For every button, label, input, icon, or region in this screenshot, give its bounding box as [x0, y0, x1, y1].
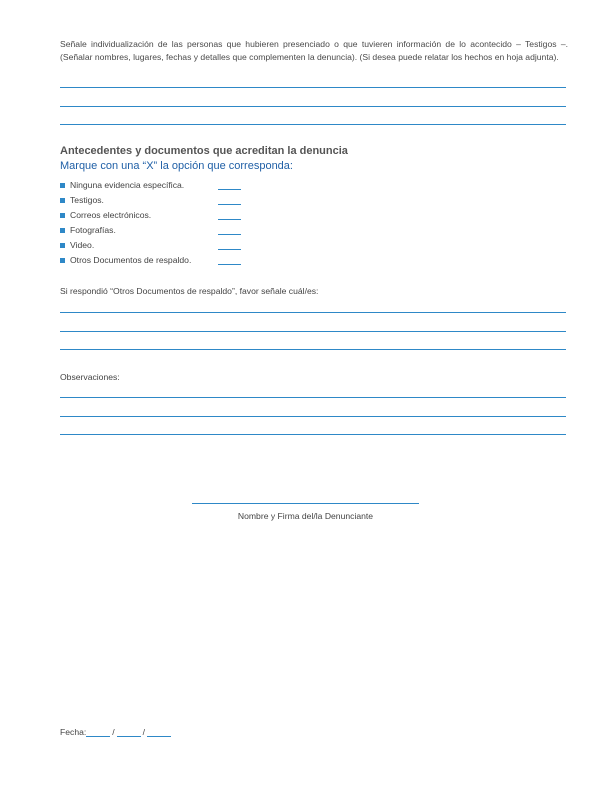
bullet-square-icon [60, 243, 65, 248]
date-month-blank[interactable] [117, 726, 141, 737]
option-label: Video. [70, 240, 95, 250]
evidence-option [60, 225, 250, 240]
option-label: Testigos. [70, 195, 104, 205]
answer-line[interactable] [60, 87, 566, 88]
evidence-option [60, 210, 250, 225]
option-label: Otros Documentos de respaldo. [70, 255, 192, 265]
option-label: Correos electrónicos. [70, 210, 152, 220]
section-title: Antecedentes y documentos que acreditan la denuncia [60, 145, 348, 157]
section-instruction: Marque con una “X” la opción que corresponda: [60, 160, 293, 172]
option-label: Ninguna evidencia específica. [70, 180, 185, 190]
evidence-option [60, 255, 250, 270]
bullet-square-icon [60, 198, 65, 203]
answer-line[interactable] [60, 124, 566, 125]
date-separator: / [142, 727, 146, 737]
date-day-blank[interactable] [86, 726, 110, 737]
evidence-options-list [60, 180, 250, 270]
mark-blank[interactable] [218, 249, 241, 250]
answer-line[interactable] [60, 106, 566, 107]
answer-line[interactable] [60, 331, 566, 332]
date-field [60, 726, 171, 737]
bullet-square-icon [60, 213, 65, 218]
observations-label: Observaciones: [60, 372, 120, 382]
date-year-blank[interactable] [147, 726, 171, 737]
date-label: Fecha: [60, 727, 87, 737]
mark-blank[interactable] [218, 219, 241, 220]
evidence-option [60, 180, 250, 195]
option-label: Fotografías. [70, 225, 116, 235]
answer-line[interactable] [60, 434, 566, 435]
mark-blank[interactable] [218, 264, 241, 265]
bullet-square-icon [60, 258, 65, 263]
signature-caption: Nombre y Firma del/la Denunciante [237, 511, 374, 521]
mark-blank[interactable] [218, 204, 241, 205]
answer-line[interactable] [60, 397, 566, 398]
other-documents-label: Si respondió “Otros Documentos de respaldo”, favor señale cuál/es: [60, 286, 319, 296]
date-separator: / [112, 727, 115, 737]
evidence-option [60, 240, 250, 255]
answer-line[interactable] [60, 312, 566, 313]
mark-blank[interactable] [218, 189, 241, 190]
bullet-square-icon [60, 183, 65, 188]
mark-blank[interactable] [218, 234, 241, 235]
signature-line[interactable] [192, 503, 419, 504]
evidence-option [60, 195, 250, 210]
witnesses-instructions: Señale individualización de las personas que hubieren presenciado o que tuvieren información de lo acontecido – Testigos –. (Señalar nombres, lugares, fechas y detalles que complementen la denuncia). (Si desea puede relatar los hechos en hoja adjunta). [60, 39, 568, 62]
answer-line[interactable] [60, 349, 566, 350]
answer-line[interactable] [60, 416, 566, 417]
bullet-square-icon [60, 228, 65, 233]
